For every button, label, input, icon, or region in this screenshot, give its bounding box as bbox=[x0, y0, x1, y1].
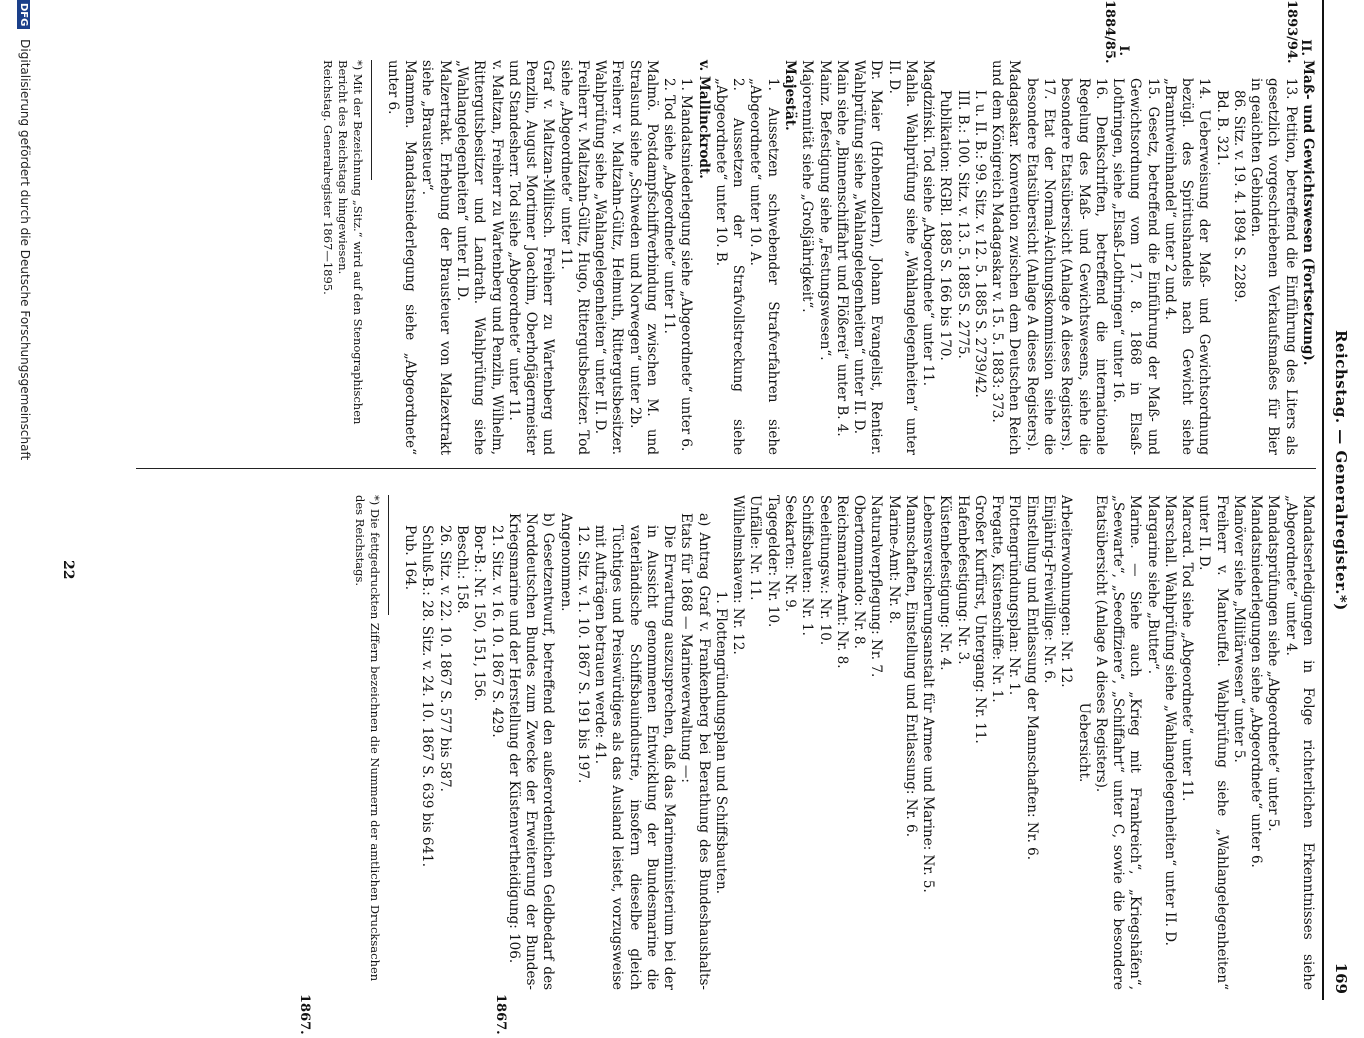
entry-text: Main siehe „Binnenschiffahrt und Flößerei“ unter B. 4. bbox=[833, 60, 850, 437]
overview-item: Hafenbefestigung: Nr. 3. bbox=[954, 495, 971, 665]
entry-text: 15. Gesetz, betreffend die Einführung der Maß- und Gewichtsordnung vom 17. 8. 1868 in Elsaß-Lothringen, siehe „Elsaß-Lothringen“ unter 16. bbox=[1110, 78, 1161, 455]
overview-item: Seekarten: Nr. 9. bbox=[782, 495, 799, 613]
entry-text: Mammen. Mandatsniederlegung siehe „Abgeordnete“ unter 6. bbox=[384, 60, 419, 455]
entry-text: 1. Aussetzen schwebender Strafverfahren siehe „Abgeordnete“ unter 10. A. bbox=[747, 78, 781, 455]
entry-text: Mahla. Wahlprüfung siehe „Wahlangelegenheiten“ unter II. D. bbox=[885, 60, 919, 455]
entry-text: 2. Aussetzen der Strafvollstreckung siehe „Abgeordnete“ unter 10. B. bbox=[712, 78, 747, 455]
entry-text: Freiherr v. Maltzahn-Gültz, Helmuth, Rittergutsbesitzer. Wahlprüfung siehe „Wahlangelegenheiten“ unter II. D. bbox=[592, 60, 626, 455]
overview-item: Unfälle: Nr. 11. bbox=[747, 495, 764, 601]
column-divider bbox=[136, 468, 1316, 469]
entry-text: Majorennität siehe „Großjährigkeit“. bbox=[799, 60, 816, 313]
entry-text: Malmö. Postdampfschiffverbindung zwischen M. und Stralsund siehe „Schweden und Norwegen“ unter 2b. bbox=[626, 60, 660, 455]
footer-register: Reichstag. Generalregister 1867—1895. bbox=[320, 60, 335, 295]
footnote: *) Die fettgedruckten Ziffern bezeichnen die Nummern der amtlichen Drucksachen des Reichstags. bbox=[352, 495, 382, 982]
entry-ref: Bd. B. 321. bbox=[1213, 90, 1230, 166]
digitization-notice bbox=[17, 0, 32, 1000]
right-column bbox=[297, 495, 1316, 1035]
entry-ref: Beschl.: 158. bbox=[453, 525, 470, 614]
overview-item: Marine-Amt: Nr. 8. bbox=[885, 495, 902, 624]
entry-ref: III. B.: 100. Sitz. v. 13. 5. 1885 S. 2775. bbox=[954, 90, 971, 359]
left-column bbox=[320, 60, 1316, 455]
entry-ref: 12. Sitz. v. 1. 10. 1867 S. 191 bis 197. bbox=[574, 525, 591, 784]
entry-text: b) Gesetzentwurf, betreffend den außerordentlichen Geldbedarf des Norddeutschen Bundes zum Zwecke der Erweiterung der Bundes-Kriegsmarine und der Herstellung der Küstenvertheidigung: 106. bbox=[505, 513, 557, 990]
entry-ref: 26. Sitz. v. 22. 10. 1867 S. 577 bis 587. bbox=[436, 525, 453, 792]
entry-ref: Pub. 164. bbox=[402, 525, 419, 591]
overview-item: Einjährig-Freiwillige: Nr. 6. bbox=[1041, 495, 1058, 684]
margin-year-right-2: 1867. bbox=[297, 994, 312, 1035]
entry-ref: 21. Sitz. v. 16. 10. 1867 S. 429. bbox=[488, 525, 505, 738]
entry-ref: Bor-B.: Nr. 150, 151, 156. bbox=[471, 525, 488, 702]
entry-text: Marcard. Tod siehe „Abgeordnete“ unter 11. bbox=[1179, 495, 1196, 802]
footnote: *) Mit der Bezeichnung „Sitz.“ wird auf den Stenographischen Bericht des Reichstags hingewiesen. bbox=[335, 60, 365, 425]
overview-item: Wilhelmshaven: Nr. 12. bbox=[730, 495, 747, 655]
header-rule bbox=[1322, 0, 1324, 1000]
header-title: Reichstag. — Generalregister.*) bbox=[1332, 330, 1350, 611]
entry-text: Malzertrakt. Erhebung der Brausteuer von Malzextrakt siehe „Brausteuer“. bbox=[419, 60, 453, 455]
entry-text: Marschall. Wahlprüfung siehe „Wahlangelegenheiten“ unter II. D. bbox=[1161, 495, 1178, 946]
overview-item: Lebensversicherungsanstalt für Armee und Marine: Nr. 5. bbox=[920, 495, 937, 893]
entry-text: Angenommen. bbox=[557, 513, 574, 612]
entry-ref: I. u. II. B.: 99. Sitz. v. 12. 5. 1885 S. 2739/42. bbox=[971, 90, 988, 398]
overview-item: Flottengründungsplan: Nr. 1. bbox=[1006, 495, 1023, 696]
overview-item: Naturalverpflegung: Nr. 7. bbox=[868, 495, 885, 678]
page-header bbox=[1324, 0, 1350, 1000]
entry-text: Magdziński. Tod siehe „Abgeordnete“ unter 11. bbox=[920, 60, 937, 387]
entry-ref: 86. Sitz. v. 19. 4. 1894 S. 2289. bbox=[1230, 90, 1247, 303]
entry-text: 17. Etat der Normal-Aichungskommission siehe die besondere Etatsübersicht (Anlage A dieses Registers). bbox=[1023, 78, 1058, 455]
overview-item: Seeleitungsw.: Nr. 10. bbox=[816, 495, 833, 646]
overview-item: Mannschaften, Einstellung und Entlassung: Nr. 6. bbox=[902, 495, 919, 837]
page-signature-number: 22 bbox=[60, 560, 76, 580]
entry-text: Madagaskar. Konvention zwischen dem Deutschen Reich und dem Königreich Madagaskar v. 15. 5. 1883: 373. bbox=[989, 60, 1023, 455]
overview-heading: Uebersicht. bbox=[1075, 702, 1092, 783]
entry-text: Freiherr v. Manteuffel. Wahlprüfung siehe „Wahlangelegenheiten“ unter II. D. bbox=[1196, 495, 1230, 990]
overview-item: Großer Kurfürst, Untergang: Nr. 11. bbox=[971, 495, 988, 744]
entry-text: 13. Petition, betreffend die Einführung des Liters als gesetzlich vorgeschriebenen Verkaufsmaßes für Bier in geaichten Gebinden. bbox=[1248, 78, 1299, 455]
header-page-number: 169 bbox=[1332, 962, 1350, 994]
entry-text: Marine. — Siehe auch „Krieg mit Frankreich“, „Kriegshäfen“, „Seewarte“, „Seeoffiziere“, „Schiffahrt“ unter C, sowie die besondere Etatsübersicht (Anlage A dieses Registers). bbox=[1092, 495, 1144, 990]
overview-item: Einstellung und Entlassung der Mannschaften: Nr. 6. bbox=[1023, 495, 1040, 861]
entry-heading: Majestät. bbox=[782, 60, 799, 131]
digitization-text: Digitalisierung gefördert durch die Deutsche Forschungsgemeinschaft bbox=[18, 39, 32, 461]
entry-text: Mandatsniederlegungen siehe „Abgeordnete“ unter 6. bbox=[1248, 495, 1265, 868]
overview-item: Tagegelder: Nr. 10. bbox=[764, 495, 781, 628]
entry-ref: Schluß-B.: 28. Sitz. v. 24. 10. 1867 S. 639 bis 641. bbox=[419, 525, 436, 868]
entry-text: a) Antrag Graf v. Frankenberg bei Berathung des Bundeshaushalts-Etats für 1868 — Marineverwaltung —: bbox=[678, 513, 712, 990]
entry-text: Manöver siehe „Militärwesen“ unter 5. bbox=[1230, 495, 1247, 763]
entry-text: Die Erwartung auszusprechen, daß das Marineministerium bei der in Aussicht genommenen Entwicklung der Bundesmarine die vaterländische Schiffsbauindustrie, insofern dieselbe gleich Tüchtiges und Preiswürdiges als das Ausland leistet, vorzugsweise mit Aufträgen betrauen werde: 41. bbox=[592, 525, 678, 990]
overview-item: Küstenbefestigung: Nr. 4. bbox=[937, 495, 954, 671]
overview-item: Reichsmarine-Amt: Nr. 8. bbox=[833, 495, 850, 669]
entry-text: Mainz. Befestigung siehe „Festungswesen“. bbox=[816, 60, 833, 361]
section-heading: 1. Flottengründungsplan und Schiffsbauten. bbox=[712, 590, 729, 895]
entry-text: Dr. Maier (Hohenzollern), Johann Evangelist, Rentier. Wahlprüfung siehe „Wahlangelegenheiten“ unter II. D. bbox=[851, 60, 885, 455]
footnote-rule bbox=[388, 495, 389, 615]
entry-heading: v. Mallinckrodt. bbox=[695, 60, 712, 179]
margin-year-2: I. 1884/85. bbox=[1101, 0, 1131, 64]
margin-year-1: II. 1893/94. bbox=[1283, 0, 1313, 64]
margin-year-right-1: 1867. bbox=[493, 994, 508, 1035]
overview-item: Obertommando: Nr. 8. bbox=[851, 495, 868, 649]
entry-text: 2. Tod siehe „Abgeordnete“ unter 11. bbox=[661, 78, 678, 334]
entry-text: Mandatserledigungen in Folge richterlichen Erkenntnisses siehe „Abgeordnete“ unter 4. bbox=[1282, 495, 1316, 990]
overview-item: Schiffsbauten: Nr. 1. bbox=[799, 495, 816, 636]
overview-item: Arbeiterwohnungen: Nr. 12. bbox=[1058, 495, 1075, 688]
overview-item: Fregatte, Küstenschiffe: Nr. 1. bbox=[989, 495, 1006, 703]
dfg-logo: DFG bbox=[17, 0, 30, 29]
entry-text: Graf v. Maltzan-Militsch. Freiherr zu Wartenberg und Penzlin, August Mortimer Joachim, Oberhofjägermeister und Standesherr. Tod siehe „Abgeordnete“ unter 11. bbox=[505, 60, 557, 455]
entry-text: v. Maltzan, Freiherr zu Wartenberg und Penzlin, Wilhelm, Rittergutsbesitzer und Landrath. Wahlprüfung siehe „Wahlangelegenheiten“ unter II. D. bbox=[453, 60, 505, 455]
entry-text: 16. Denkschriften, betreffend die internationale Regelung des Maß- und Gewichtswesens, siehe die besondere Etatsübersicht (Anlage A dieses Registers). bbox=[1058, 78, 1109, 455]
entry-text: Freiherr v. Maltzahn-Gültz, Hugo, Rittergutsbesitzer. Tod siehe „Abgeordnete“ unter 11. bbox=[557, 60, 591, 455]
entry-ref: Publikation: RGBl. 1885 S. 166 bis 170. bbox=[937, 90, 954, 361]
entry-text: Margarine siehe „Butter“. bbox=[1144, 495, 1161, 675]
footnote-rule bbox=[371, 60, 372, 180]
entry-text: Mandatsprüfungen siehe „Abgeordnete“ unter 5. bbox=[1265, 495, 1282, 832]
entry-text: 1. Mandatsniederlegung siehe „Abgeordnete“ unter 6. bbox=[678, 78, 695, 452]
entry-heading: Maß- und Gewichtswesen (Fortsetzung). bbox=[1300, 60, 1316, 366]
entry-text: 14. Ueberweisung der Maß- und Gewichtsordnung bezügl. des Spiritushandels nach Gewicht siehe „Branntweinhandel“ unter 2 und 4. bbox=[1161, 78, 1213, 455]
